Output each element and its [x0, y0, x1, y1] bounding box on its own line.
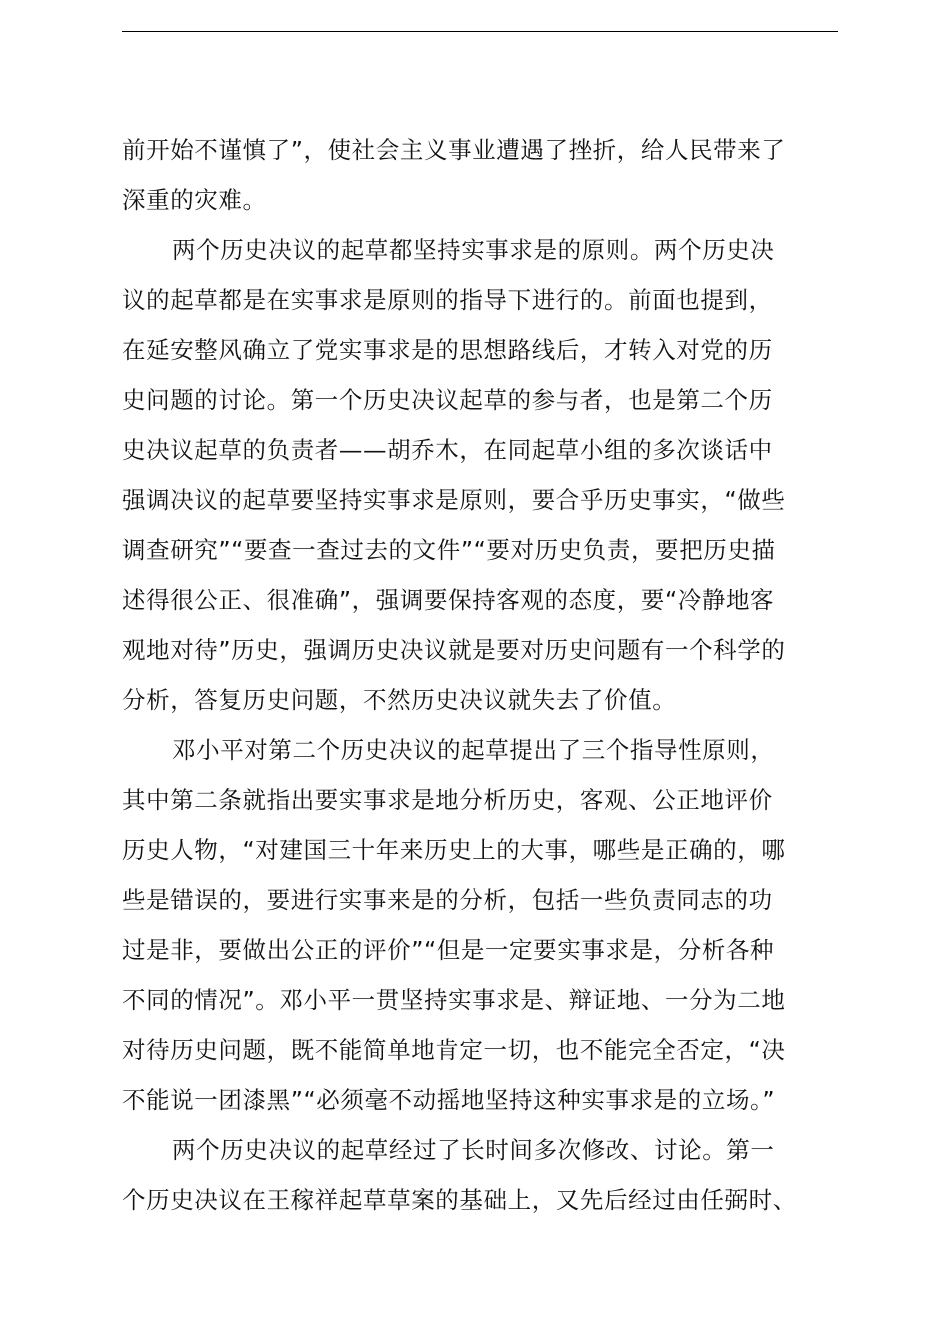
text-line: 议的起草都是在实事求是原则的指导下进行的。前面也提到，: [122, 286, 773, 314]
text-line: 两个历史决议的起草经过了长时间多次修改、讨论。第一: [172, 1136, 775, 1164]
paragraph: [122, 125, 842, 225]
text-line: 不同的情况”。邓小平一贯坚持实事求是、辩证地、一分为二地: [122, 986, 786, 1014]
document-body: [122, 125, 842, 1225]
header-rule: [122, 31, 838, 32]
text-line: 史问题的讨论。第一个历史决议起草的参与者，也是第二个历: [122, 386, 773, 414]
paragraph: [122, 1125, 842, 1225]
text-line: 述得很公正、很准确”，强调要保持客观的态度，要“冷静地客: [122, 586, 775, 614]
text-line: 深重的灾难。: [122, 186, 267, 214]
text-line: 强调决议的起草要坚持实事求是原则，要合乎历史事实，“做些: [122, 486, 786, 514]
text-line: 观地对待”历史，强调历史决议就是要对历史问题有一个科学的: [122, 636, 786, 664]
text-line: 历史人物，“对建国三十年来历史上的大事，哪些是正确的，哪: [122, 836, 786, 864]
text-line: 不能说一团漆黑”“必须毫不动摇地坚持这种实事求是的立场。”: [122, 1086, 776, 1114]
text-line: 两个历史决议的起草都坚持实事求是的原则。两个历史决: [172, 236, 775, 264]
paragraph: [122, 225, 842, 725]
text-line: 前开始不谨慎了”，使社会主义事业遭遇了挫折，给人民带来了: [122, 136, 786, 164]
text-line: 邓小平对第二个历史决议的起草提出了三个指导性原则，: [172, 736, 775, 764]
text-line: 调查研究”“要查一查过去的文件”“要对历史负责，要把历史描: [122, 536, 776, 564]
text-line: 分析，答复历史问题，不然历史决议就失去了价值。: [122, 686, 677, 714]
text-line: 些是错误的，要进行实事来是的分析，包括一些负责同志的功: [122, 886, 773, 914]
paragraph: [122, 725, 842, 1125]
text-line: 个历史决议在王稼祥起草草案的基础上，又先后经过由任弼时、: [122, 1186, 797, 1214]
text-line: 过是非，要做出公正的评价”“但是一定要实事求是，分析各种: [122, 936, 775, 964]
text-line: 在延安整风确立了党实事求是的思想路线后，才转入对党的历: [122, 336, 773, 364]
text-line: 其中第二条就指出要实事求是地分析历史，客观、公正地评价: [122, 786, 773, 814]
text-line: 史决议起草的负责者——胡乔木，在同起草小组的多次谈话中: [122, 436, 773, 464]
text-line: 对待历史问题，既不能简单地肯定一切，也不能完全否定，“决: [122, 1036, 786, 1064]
